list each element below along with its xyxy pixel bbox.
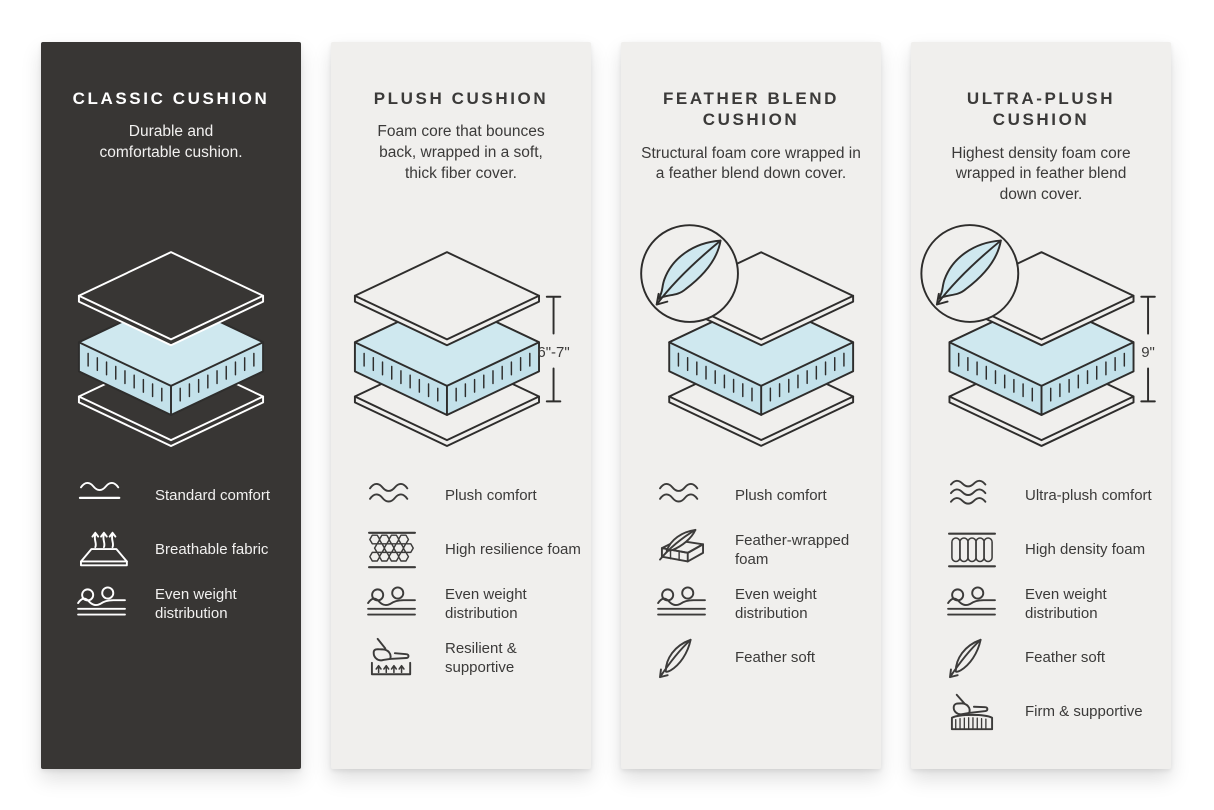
feature-label: High density foam <box>1025 541 1146 559</box>
cushion-layers-diagram <box>911 210 1171 460</box>
feature-label: Even weight distribution <box>1025 585 1107 622</box>
feature-label: Even weight distribution <box>155 585 237 622</box>
feature-row <box>655 636 881 680</box>
feature-row <box>365 636 591 680</box>
feature-row <box>365 582 591 626</box>
panel-title: FEATHER BLEND CUSHION <box>662 89 840 130</box>
feather-icon <box>655 636 709 680</box>
height-measure-label: 6"-7" <box>536 343 570 361</box>
feature-row <box>75 474 301 518</box>
cushion-stack-illustration <box>902 223 1181 448</box>
even-weight-icon <box>75 582 129 626</box>
feature-label: Plush comfort <box>445 487 537 505</box>
feature-row <box>945 474 1171 518</box>
feature-row <box>945 528 1171 572</box>
even-weight-icon <box>365 582 419 626</box>
feature-list <box>331 474 591 680</box>
feature-list <box>621 474 881 680</box>
even-weight-icon <box>655 582 709 626</box>
panel-header <box>911 88 1171 210</box>
feature-row <box>655 528 881 572</box>
panel-feather-blend-cushion <box>621 42 881 769</box>
comfort-waves-icon <box>75 474 129 518</box>
firm-supportive-icon <box>945 690 999 734</box>
feature-row <box>655 474 881 518</box>
feature-label: Feather soft <box>735 649 816 667</box>
cushion-stack-illustration <box>45 223 297 448</box>
feature-label: High resilience foam <box>445 541 581 559</box>
honeycomb-foam-icon <box>365 528 419 572</box>
panel-description: Foam core that bounces back, wrapped in a soft, thick fiber cover. <box>377 123 545 182</box>
panel-title: ULTRA-PLUSH CUSHION <box>966 89 1116 130</box>
feature-row <box>75 528 301 572</box>
feature-label: Standard comfort <box>155 487 271 505</box>
cushion-layers-diagram <box>41 210 301 460</box>
feature-row <box>945 690 1171 734</box>
feature-list <box>911 474 1171 734</box>
feature-label: Even weight distribution <box>735 585 817 622</box>
feature-label: Resilient & supportive <box>445 639 517 676</box>
feature-row <box>655 582 881 626</box>
ultra-waves-icon <box>945 474 999 518</box>
feather-badge-icon <box>641 225 738 322</box>
cushion-stack-illustration <box>616 223 887 448</box>
comfort-waves-icon <box>365 474 419 518</box>
comfort-waves-icon <box>655 474 709 518</box>
feather-badge-icon <box>921 225 1018 322</box>
feature-label: Breathable fabric <box>155 541 269 559</box>
feature-label: Plush comfort <box>735 487 827 505</box>
feather-icon <box>945 636 999 680</box>
panel-header <box>331 88 591 210</box>
feature-row <box>75 582 301 626</box>
feature-row <box>945 582 1171 626</box>
panel-title: CLASSIC CUSHION <box>72 89 270 108</box>
cushion-layers-diagram <box>621 210 881 460</box>
feature-row <box>365 528 591 572</box>
cushion-stack-illustration <box>321 223 602 448</box>
feature-label: Feather soft <box>1025 649 1106 667</box>
feather-wrapped-foam-icon <box>655 528 709 572</box>
feature-row <box>945 636 1171 680</box>
high-density-foam-icon <box>945 528 999 572</box>
feature-label: Firm & supportive <box>1025 703 1143 721</box>
even-weight-icon <box>945 582 999 626</box>
panel-header <box>621 88 881 210</box>
panel-title: PLUSH CUSHION <box>373 89 549 108</box>
panel-description: Durable and comfortable cushion. <box>99 123 243 162</box>
panel-description: Highest density foam core wrapped in feather blend down cover. <box>951 144 1131 204</box>
feature-label: Feather-wrapped foam <box>735 531 850 568</box>
cushion-layers-diagram <box>331 210 591 460</box>
feature-label: Ultra-plush comfort <box>1025 487 1152 505</box>
feature-list <box>41 474 301 626</box>
panel-description: Structural foam core wrapped in a feather blend down cover. <box>641 144 861 183</box>
height-measure-label: 9" <box>1140 343 1155 361</box>
breathable-fabric-icon <box>75 528 129 572</box>
panel-ultra-plush-cushion <box>911 42 1171 769</box>
feature-label: Even weight distribution <box>445 585 527 622</box>
panel-plush-cushion <box>331 42 591 769</box>
feature-row <box>365 474 591 518</box>
resilient-supportive-icon <box>365 636 419 680</box>
panel-classic-cushion <box>41 42 301 769</box>
panel-header <box>41 88 301 210</box>
